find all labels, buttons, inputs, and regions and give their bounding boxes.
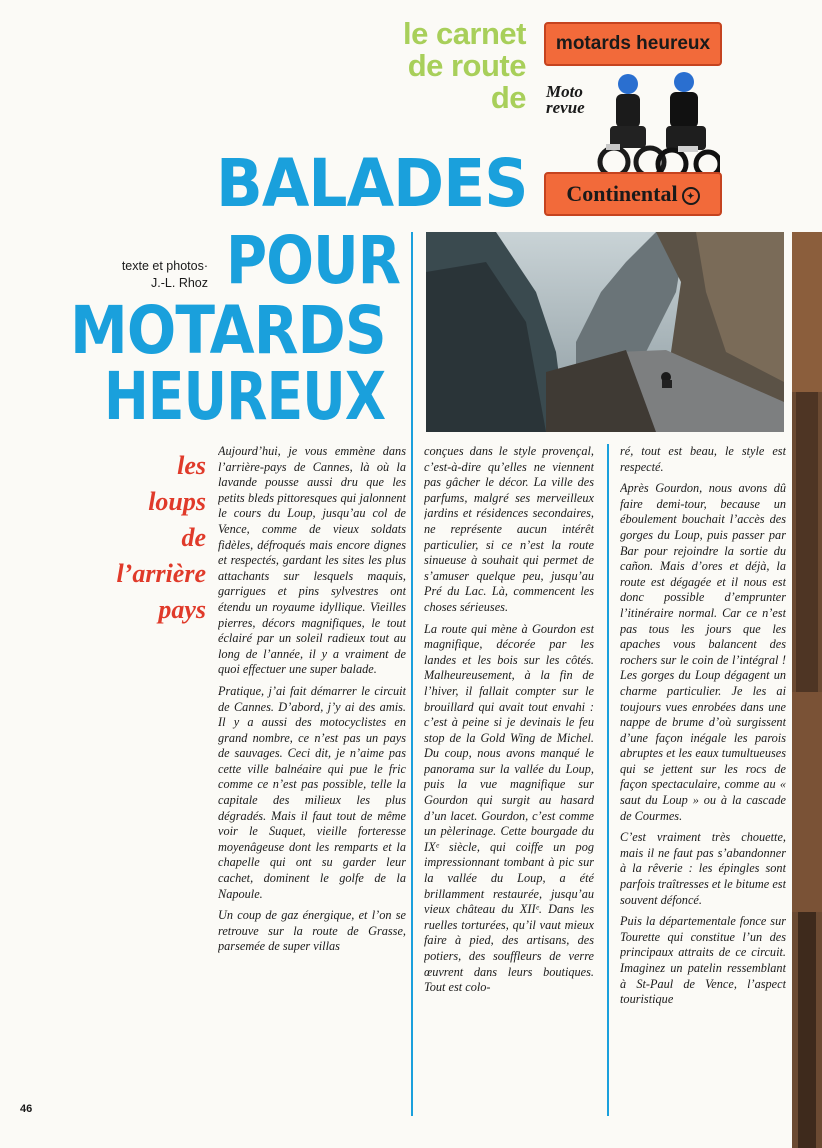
subhead-line: de [181,523,206,552]
kicker-line: le carnet [402,16,526,51]
kicker-line: de route [407,48,526,83]
paragraph: Pratique, j’ai fait démarrer le circuit de Cannes. D’abord, j’y ai des amis. Il y a aussi des motocyclistes en grand nombre, ce n’est pas un pays de sauvages. Ceci dit, je n’aime pas cette ville balnéaire qui pue le fric comme ce n’est pas possible, telle la capitale des milieux les plus dégradés. Mais il faut tout de même voir le Suquet, vieille forteresse moyenâgeuse dont les remparts et la chapelle qui ont su garder leur cachet, dominent le golfe de la Napoule. [218,683,406,901]
motorcyclists-illustration [580,62,720,182]
subhead-line: loups [148,487,206,516]
author-credit [96,258,208,292]
subhead-line: les [177,451,206,480]
credit-label: texte et photos· [121,259,208,273]
headline-line: BALADES [216,145,528,222]
paragraph: Puis la départementale fonce sur Tourette qui constitue l’un des principaux attraits de ce circuit. Imaginez un patelin ressemblant à St-Paul de Vence, l’aspect touristique [620,914,786,1007]
adjacent-page-photo-edge [792,232,822,1148]
series-kicker [320,18,526,114]
credit-author: J.-L. Rhoz [151,276,208,290]
paragraph: Après Gourdon, nous avons dû faire demi-tour, because un éboulement bouchait l’accès des gorges du Loup, puis passer par Bar pour rejoindre la sortie du cañon. Mais d’ores et déjà, la route est dégagée et il nous est donc possible d’emprunter l’itinéraire normal. Car ce n’est pas tous les jours que les apaches vous balancent des rochers sur le coin de l’intégral ! Les gorges du Loup dégagent un charme particulier. Je les ai toujours vues enrobées dans une nappe de brume d’où surgissent d’une façon inégale les parois abruptes et les eaux tumultueuses qui se jettent sur les rocs de façon spectaculaire, comme au « saut du Loup » ou à la cascade de Courmes. [620,481,786,823]
paragraph: Un coup de gaz énergique, et l’on se retrouve sur la route de Grasse, parsemée de super villas [218,908,406,954]
article-column-2 [424,444,594,1120]
subhead-line: pays [158,595,206,624]
series-logo [544,22,722,218]
logo-banner-top: motards heureux [544,22,722,66]
headline-line: MOTARDS [70,292,386,369]
logo-banner-bottom [544,172,722,216]
article-column-1 [218,444,406,1116]
article-subhead [60,448,206,628]
paragraph: conçues dans le style provençal, c’est-à-dire qu’elles ne viennent pas gâcher le décor. La ville des parfums, malgré ses merveilleux jardins et résidences secondaires, ne représente aucun intérêt particulier, si ce n’est la route sinueuse à souhait qui permet de s’amuser quelque peu, jusqu’au Pré du Lac. Là, commencent les choses sérieuses. [424,444,594,614]
kicker-line: de [490,80,526,115]
column-rule [411,232,413,1116]
article-column-3 [620,444,786,1120]
column-rule [607,444,609,1116]
headline-line: HEUREUX [104,358,386,435]
paragraph: ré, tout est beau, le style est respecté. [620,444,786,474]
paragraph: Aujourd’hui, je vous emmène dans l’arrière-pays de Cannes, là où la lavande pousse aussi dru que les petits bleds pittoresques qui jalonnent le cours du Loup, jusqu’au col de Vence, comme de vieux soldats fidèles, défroqués mais encore dignes et respectés, gardant les sites les plus attachants sur lesquels maquis, garrigues et pins sylvestres ont étendu un royaume idyllique. Vieilles pierres, décors magnifiques, le tout éclairé par un soleil radieux tout au long de l’année, il y a vraiment de quoi effectuer une super balade. [218,444,406,677]
continental-wordmark: Continental [566,181,678,206]
subhead-line: l’arrière [116,559,206,588]
continental-emblem-icon: ✦ [682,187,700,205]
page-number: 46 [20,1103,33,1115]
headline-line: POUR [226,222,401,299]
paragraph: La route qui mène à Gourdon est magnifique, décorée par les landes et les bois sur les côtés. Malheureusement, à la fin de l’hiver, il fallait compter sur le brouillard qui avait tout envahi : c’est à peine si je devinais le feu stop de la Gold Wing de Michel. Du coup, nous avons manqué le panorama sur la vallée du Loup, puis la vue magnifique sur Gourdon qui surgit au hasard d’un lacet. Gourdon, c’est comme un pèlerinage. Cette bourgade du IXᵉ siècle, qui coiffe un pog impressionnant tombant à pic sur la vallée du Loup, a été brillamment restaurée, jusqu’au vieux château du XIIᵉ. Dans les ruelles torturées, qu’il vaut mieux faire à pied, des artisans, des potiers, des souffleurs de verre œuvrent dans leurs boutiques. Tout est colo- [424,621,594,995]
moto-revue-logo: Moto revue [546,82,585,117]
gorge-road-photo [426,232,784,432]
paragraph: C’est vraiment très chouette, mais il ne faut pas s’abandonner à la rêverie : les épingles sont parfois traîtresses et le bitume est souvent défoncé. [620,830,786,907]
